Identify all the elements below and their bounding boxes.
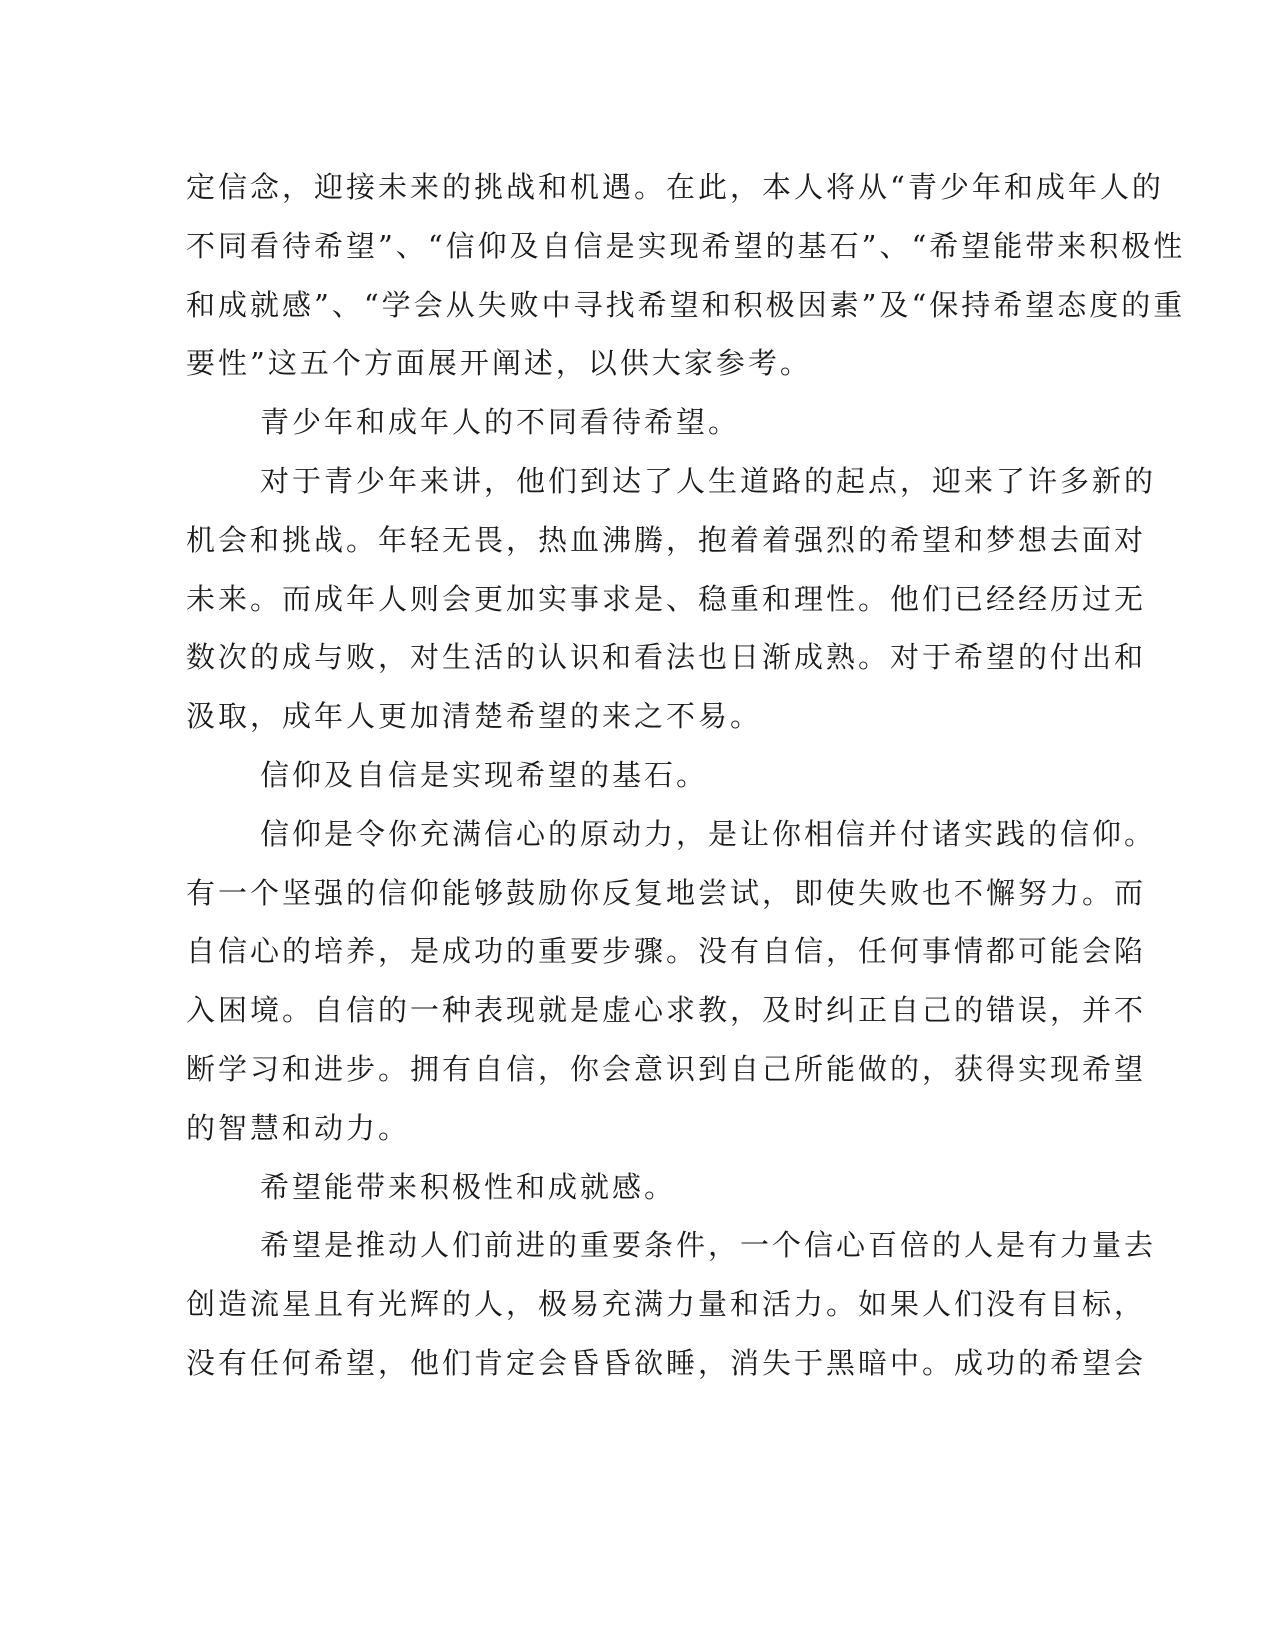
paragraph-positivity: [186, 1216, 1157, 1392]
text-line: 希望是推动人们前进的重要条件，一个信心百倍的人是有力量去: [260, 1228, 1157, 1263]
heading-line: 信仰及自信是实现希望的基石。: [260, 757, 709, 792]
text-line: 不同看待希望”、“信仰及自信是实现希望的基石”、“希望能带来积极性: [186, 228, 1186, 263]
heading-line: 希望能带来积极性和成就感。: [260, 1169, 677, 1204]
text-line: 入困境。自信的一种表现就是虚心求教，及时纠正自己的错误，并不: [186, 993, 1147, 1028]
text-line: 汲取，成年人更加清楚希望的来之不易。: [186, 699, 763, 734]
text-line: 自信心的培养，是成功的重要步骤。没有自信，任何事情都可能会陷: [186, 934, 1147, 969]
text-line: 和成就感”、“学会从失败中寻找希望和积极因素”及“保持希望态度的重: [186, 287, 1186, 322]
paragraph-youth-adult: [186, 452, 1157, 746]
paragraph-intro: [186, 158, 1186, 393]
text-line: 定信念，迎接未来的挑战和机遇。在此，本人将从“青少年和成年人的: [186, 170, 1164, 204]
section-heading-faith-confidence: [186, 746, 1062, 805]
text-line: 未来。而成年人则会更加实事求是、稳重和理性。他们已经经历过无: [186, 581, 1147, 616]
text-line: 有一个坚强的信仰能够鼓励你反复地尝试，即使失败也不懈努力。而: [186, 875, 1147, 910]
text-line: 信仰是令你充满信心的原动力，是让你相信并付诸实践的信仰。: [260, 816, 1157, 851]
section-heading-youth-adult: [186, 393, 1062, 452]
section-heading-positivity: [186, 1158, 1062, 1217]
text-line: 对于青少年来讲，他们到达了人生道路的起点，迎来了许多新的: [260, 463, 1157, 498]
text-line: 的智慧和动力。: [186, 1110, 411, 1145]
document-body: [186, 158, 1186, 1393]
paragraph-faith-confidence: [186, 805, 1157, 1158]
text-line: 数次的成与败，对生活的认识和看法也日渐成熟。对于希望的付出和: [186, 640, 1147, 675]
text-line: 创造流星且有光辉的人，极易充满力量和活力。如果人们没有目标，: [186, 1287, 1147, 1322]
text-line: 机会和挑战。年轻无畏，热血沸腾，抱着着强烈的希望和梦想去面对: [186, 522, 1147, 557]
text-line: 断学习和进步。拥有自信，你会意识到自己所能做的，获得实现希望: [186, 1051, 1147, 1086]
text-line: 要性”这五个方面展开阐述，以供大家参考。: [186, 346, 812, 381]
text-line: 没有任何希望，他们肯定会昏昏欲睡，消失于黑暗中。成功的希望会: [186, 1345, 1147, 1380]
heading-line: 青少年和成年人的不同看待希望。: [260, 405, 741, 440]
